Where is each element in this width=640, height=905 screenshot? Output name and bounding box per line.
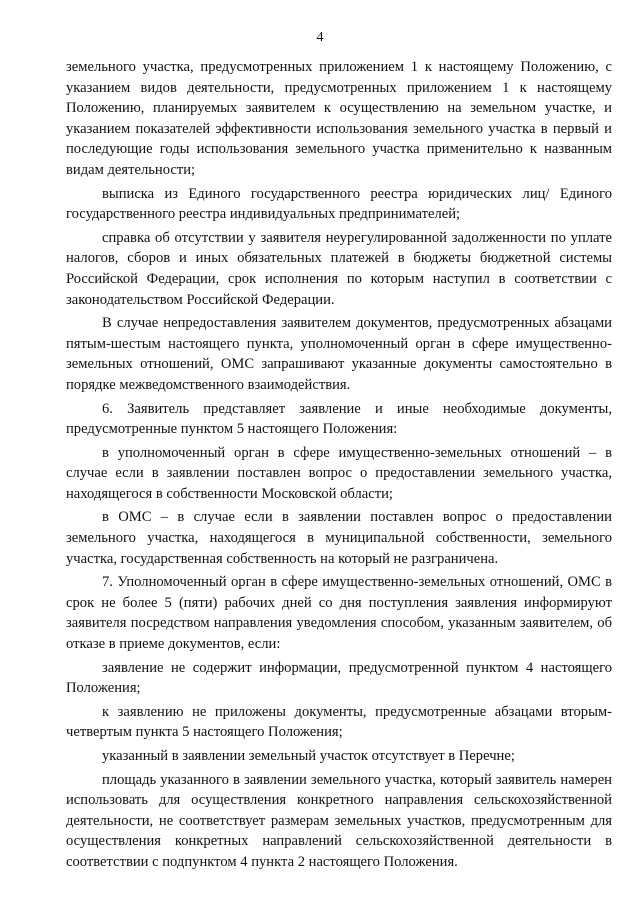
page-number: 4 xyxy=(316,30,324,45)
paragraph-refusal-reason-3: указанный в заявлении земельный участок отсутствует в Перечне; xyxy=(102,748,515,764)
paragraph-clause-6-oms: в ОМС – в случае если в заявлении поставлен вопрос о предоставлении земельного участка, находящегося в муниципальной собственности, земельного участка, государственная собственность на который не разграничена. xyxy=(66,509,612,567)
paragraph-refusal-reason-2: к заявлению не приложены документы, предусмотренные абзацами вторым-четвертым пункта 5 настоящего Положения; xyxy=(66,703,612,741)
paragraph-clause-6-authority: в уполномоченный орган в сфере имущественно-земельных отношений – в случае если в заявлении поставлен вопрос о предоставлении земельного участка, находящегося в собственности Московской области; xyxy=(66,444,612,502)
paragraph-tax-certificate: справка об отсутствии у заявителя неурегулированной задолженности по уплате налогов, сборов и иных обязательных платежей в бюджеты бюджетной системы Российской Федерации, срок исполнения по которым наступил в соответствии с законодательством Российской Федерации. xyxy=(66,229,612,308)
paragraph-interagency-request: В случае непредоставления заявителем документов, предусмотренных абзацами пятым-шестым настоящего пункта, уполномоченный орган в сфере имущественно-земельных отношений, ОМС запрашивают указанные документы самостоятельно в порядке межведомственного взаимодействия. xyxy=(66,315,612,393)
paragraph-clause-6: 6. Заявитель представляет заявление и иные необходимые документы, предусмотренные пунктом 5 настоящего Положения: xyxy=(66,400,612,438)
document-body xyxy=(66,57,612,876)
paragraph-egrul-extract: выписка из Единого государственного реестра юридических лиц/ Единого государственного реестра индивидуальных предпринимателей; xyxy=(66,185,612,223)
paragraph-refusal-reason-1: заявление не содержит информации, предусмотренной пунктом 4 настоящего Положения; xyxy=(66,659,612,697)
paragraph-clause-7: 7. Уполномоченный орган в сфере имущественно-земельных отношений, ОМС в срок не более 5 (пяти) рабочих дней со дня поступления заявления информируют заявителя посредством направления уведомления способом, указанным заявителем, об отказе в приеме документов, если: xyxy=(66,574,612,653)
paragraph-refusal-reason-4: площадь указанного в заявлении земельного участка, который заявитель намерен использовать для осуществления конкретного направления сельскохозяйственной деятельности, не соответствует размерам земельных участков, предусмотренным для осуществления конкретных направлений сельскохозяйственной деятельности в соответствии с подпунктом 4 пункта 2 настоящего Положения. xyxy=(66,771,612,870)
paragraph-continuation: земельного участка, предусмотренных приложением 1 к настоящему Положению, с указанием видов деятельности, предусмотренных приложением 1 к настоящему Положению, планируемых заявителем к осуществлению на земельном участке, и указанием показателей эффективности использования земельного участка в первый и последующие годы использования земельного участка применительно к названным видам деятельности; xyxy=(66,59,612,178)
